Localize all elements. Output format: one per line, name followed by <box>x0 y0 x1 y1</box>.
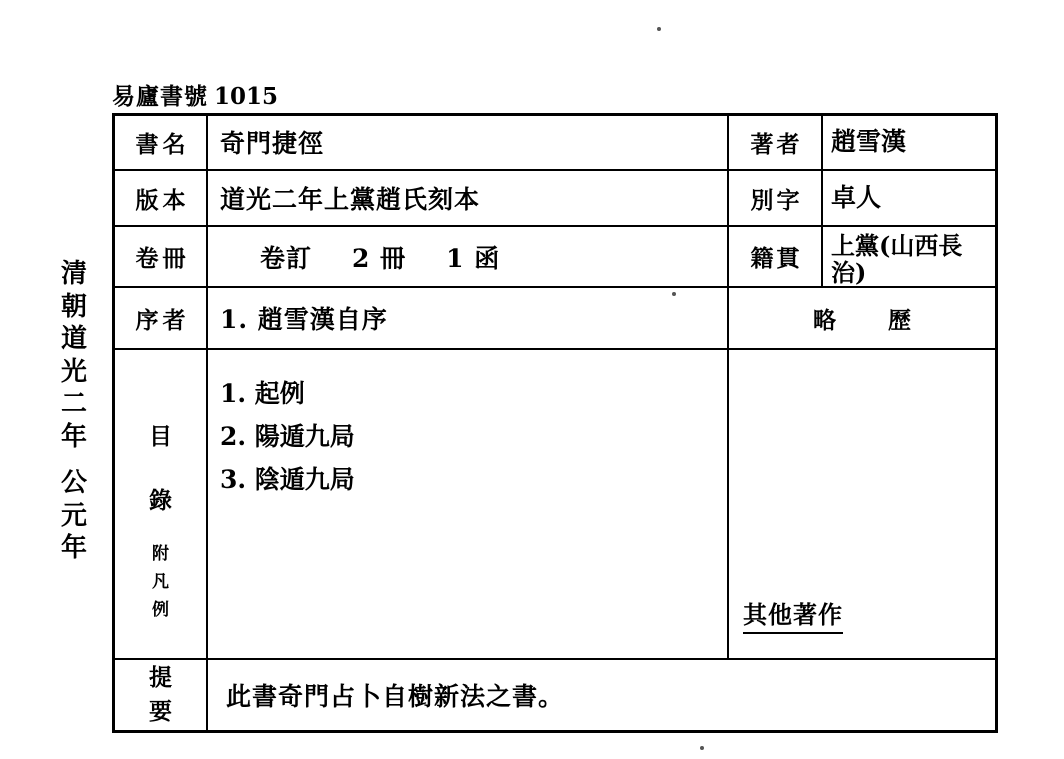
other-works-cell <box>727 350 995 658</box>
preface-label: 序者 <box>115 288 208 348</box>
volume-label: 卷冊 <box>115 227 208 286</box>
alias-value: 卓人 <box>831 183 882 213</box>
contents-small-0: 附 <box>152 544 169 565</box>
row-abstract <box>115 660 995 730</box>
origin-value: 上黨(山西長治) <box>831 231 963 288</box>
scan-speck-top <box>657 27 661 31</box>
record-card <box>112 113 998 733</box>
side-label2-char-2: 年 <box>60 533 87 563</box>
other-works-label: 其他著作 <box>743 595 843 634</box>
origin-label: 籍貫 <box>727 227 823 286</box>
side-label2-char-1: 元 <box>60 500 87 531</box>
contents-item-1: 2. 陽遁九局 <box>220 422 355 452</box>
side-label-gap <box>54 453 94 467</box>
row-edition <box>115 171 995 228</box>
contents-label-1: 目 <box>149 423 172 451</box>
abstract-label-1: 提 <box>149 663 172 691</box>
volume-parts <box>220 239 540 275</box>
contents-item-0: 1. 起例 <box>220 379 305 409</box>
side-label-char-4: 二 <box>60 389 87 419</box>
side-label-char-1: 朝 <box>60 291 87 322</box>
contents-label-2: 錄 <box>149 487 172 515</box>
row-title <box>115 116 995 171</box>
side-label-char-5: 年 <box>60 421 87 452</box>
record-header-label: 易廬書號 <box>112 83 208 110</box>
resume-label-2: 歷 <box>888 306 911 334</box>
scan-speck-bottom <box>700 746 704 750</box>
side-label2-char-0: 公 <box>60 468 87 498</box>
abstract-label <box>115 660 208 730</box>
volume-part-0: 卷訂 <box>260 243 313 273</box>
volume-part-2: 1 函 <box>446 243 501 273</box>
dynasty-side-label <box>54 258 94 565</box>
side-label-char-2: 道 <box>60 324 87 354</box>
contents-label-small <box>115 540 206 624</box>
contents-item-2: 3. 陰遁九局 <box>220 465 355 495</box>
side-label-char-0: 清 <box>60 259 87 289</box>
scan-speck-mid <box>672 292 676 296</box>
record-header-number: 1015 <box>214 83 279 110</box>
record-header <box>112 78 278 111</box>
resume-label-1: 略 <box>813 306 836 334</box>
row-preface <box>115 288 995 350</box>
volume-part-1: 2 冊 <box>352 243 407 273</box>
contents-small-2: 例 <box>152 600 169 621</box>
author-value: 趙雪漢 <box>831 127 907 157</box>
resume-header <box>727 288 995 348</box>
title-value: 奇門捷徑 <box>220 129 325 159</box>
edition-label: 版本 <box>115 171 208 226</box>
abstract-value: 此書奇門占卜自樹新法之書。 <box>226 682 565 712</box>
contents-label <box>115 350 208 658</box>
row-contents <box>115 350 995 660</box>
row-volume <box>115 227 995 288</box>
preface-value: 1. 趙雪漢自序 <box>220 305 388 335</box>
abstract-label-2: 要 <box>149 698 172 726</box>
contents-small-1: 凡 <box>152 572 169 593</box>
volume-value <box>208 227 727 286</box>
author-label: 著者 <box>727 116 823 169</box>
alias-label: 別字 <box>727 171 823 226</box>
contents-list <box>208 350 727 658</box>
title-label: 書名 <box>115 116 208 169</box>
edition-value: 道光二年上黨趙氏刻本 <box>220 185 481 215</box>
side-label-char-3: 光 <box>60 356 87 387</box>
